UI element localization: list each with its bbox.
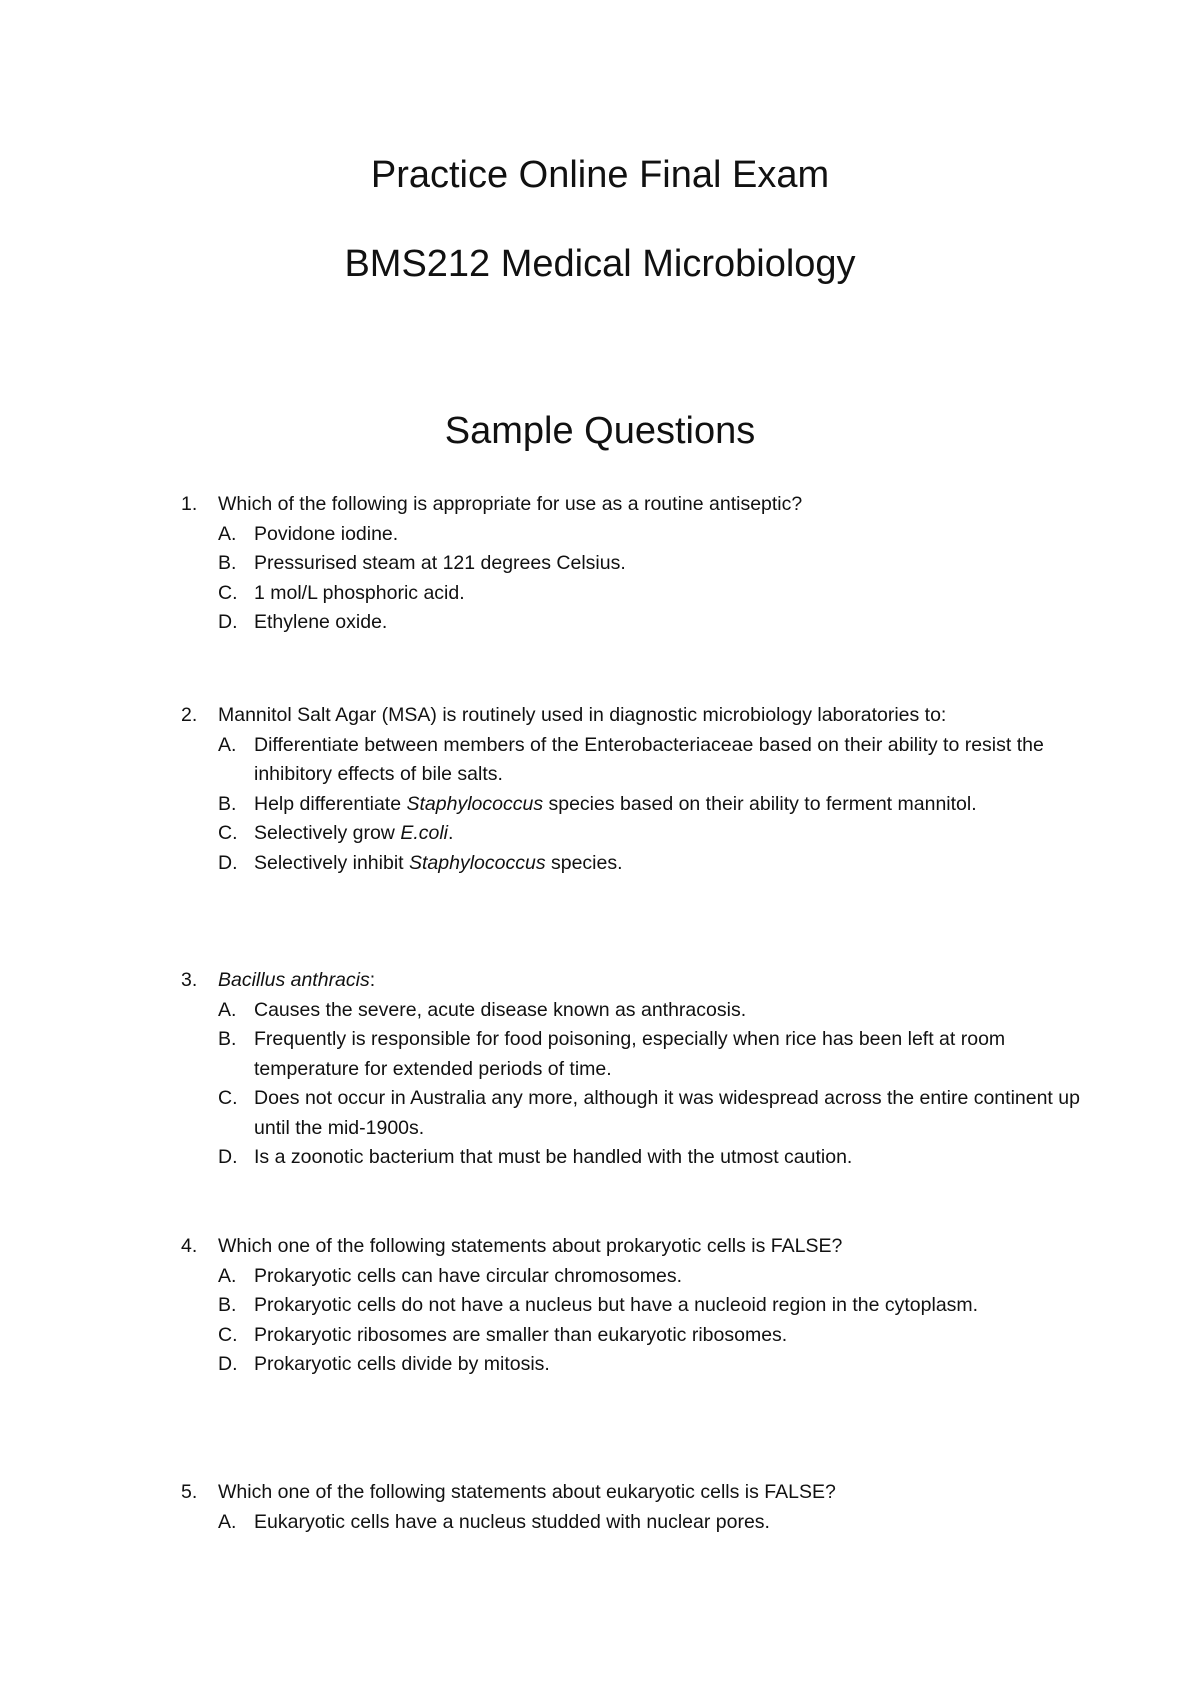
option-label: A. — [218, 998, 237, 1021]
option-text: Povidone iodine. — [254, 522, 399, 545]
answer-option-b — [181, 1025, 1081, 1084]
option-text: Prokaryotic cells do not have a nucleus but have a nucleoid region in the cytoplasm. — [254, 1294, 979, 1316]
answer-options — [181, 520, 1081, 638]
answer-options — [181, 731, 1081, 879]
answer-option-c — [181, 1321, 1081, 1351]
answer-option-a — [181, 1508, 1081, 1538]
option-text: Ethylene oxide. — [254, 611, 388, 633]
question-text: Mannitol Salt Agar (MSA) is routinely used in diagnostic microbiology laboratories to: — [218, 704, 947, 726]
option-text-italic: Staphylococcus — [406, 792, 544, 815]
question-2 — [181, 701, 1081, 878]
question-stem — [181, 1232, 1081, 1262]
question-number: 5. — [181, 1481, 198, 1503]
question-text-post: : — [369, 969, 376, 991]
answer-option-d — [181, 1143, 1081, 1173]
question-stem — [181, 966, 1081, 996]
option-text: Is a zoonotic bacterium that must be handled with the utmost caution. — [254, 1146, 853, 1168]
option-label: A. — [218, 1264, 237, 1287]
option-label: B. — [218, 1294, 237, 1316]
answer-option-a — [181, 731, 1081, 790]
answer-option-a — [181, 996, 1081, 1026]
answer-option-a — [181, 1262, 1081, 1292]
answer-options — [181, 1262, 1081, 1380]
option-text: Differentiate between members of the Enterobacteriaceae based on their ability to resist the inhibitory effects of bile salts. — [254, 733, 1044, 785]
option-label: B. — [218, 792, 237, 815]
course-subtitle: BMS212 Medical Microbiology — [344, 243, 856, 285]
option-text: Prokaryotic ribosomes are smaller than eukaryotic ribosomes. — [254, 1323, 788, 1346]
option-text-post: . — [448, 822, 454, 844]
option-label: C. — [218, 1323, 238, 1346]
question-3 — [181, 966, 1081, 1173]
option-text-post: species based on their ability to ferment mannitol. — [543, 792, 977, 815]
question-text: Which one of the following statements about eukaryotic cells is FALSE? — [218, 1481, 836, 1503]
option-text: 1 mol/L phosphoric acid. — [254, 581, 465, 604]
answer-options — [181, 996, 1081, 1173]
question-5 — [181, 1478, 1081, 1537]
answer-option-c — [181, 579, 1081, 609]
option-text-italic: E.coli — [400, 822, 448, 844]
question-text-italic: Bacillus anthracis — [218, 969, 370, 991]
question-1 — [181, 490, 1081, 638]
question-number: 2. — [181, 704, 198, 726]
answer-option-d — [181, 849, 1081, 879]
option-text: Frequently is responsible for food poisoning, especially when rice has been left at room temperature for extended periods of time. — [254, 1028, 1006, 1080]
answer-option-c — [181, 1084, 1081, 1143]
option-text: Pressurised steam at 121 degrees Celsius. — [254, 552, 626, 574]
option-label: D. — [218, 611, 238, 633]
answer-option-b — [181, 1291, 1081, 1321]
option-text: Eukaryotic cells have a nucleus studded with nuclear pores. — [254, 1510, 770, 1533]
option-label: D. — [218, 851, 238, 874]
option-text-pre: Selectively inhibit — [254, 851, 409, 874]
question-number: 1. — [181, 493, 198, 515]
option-label: C. — [218, 822, 238, 844]
question-text: Which one of the following statements about prokaryotic cells is FALSE? — [218, 1235, 843, 1257]
question-stem — [181, 1478, 1081, 1508]
question-stem — [181, 701, 1081, 731]
answer-option-b — [181, 790, 1081, 820]
document-title: Practice Online Final Exam — [370, 154, 830, 196]
option-label: B. — [218, 1028, 237, 1050]
question-stem — [181, 490, 1081, 520]
option-label: A. — [218, 522, 237, 545]
answer-option-d — [181, 608, 1081, 638]
option-text: Prokaryotic cells divide by mitosis. — [254, 1353, 550, 1375]
option-label: D. — [218, 1353, 238, 1375]
option-text-italic: Staphylococcus — [409, 851, 546, 874]
section-heading: Sample Questions — [444, 410, 756, 452]
question-text: Which of the following is appropriate for use as a routine antiseptic? — [218, 493, 803, 515]
option-text: Causes the severe, acute disease known as anthracosis. — [254, 998, 747, 1021]
question-number: 4. — [181, 1235, 198, 1257]
option-text: Prokaryotic cells can have circular chromosomes. — [254, 1264, 683, 1287]
option-text: Does not occur in Australia any more, although it was widespread across the entire continent up until the mid-1900s. — [254, 1087, 1080, 1139]
answer-option-a — [181, 520, 1081, 550]
answer-option-d — [181, 1350, 1081, 1380]
option-label: A. — [218, 1510, 237, 1533]
option-label: D. — [218, 1146, 238, 1168]
answer-options — [181, 1508, 1081, 1538]
answer-option-c — [181, 819, 1081, 849]
option-label: A. — [218, 733, 237, 756]
option-text-pre: Help differentiate — [254, 792, 407, 815]
option-label: C. — [218, 1087, 238, 1109]
question-number: 3. — [181, 969, 198, 991]
answer-option-b — [181, 549, 1081, 579]
option-label: B. — [218, 552, 237, 574]
option-label: C. — [218, 581, 238, 604]
question-4 — [181, 1232, 1081, 1380]
option-text-post: species. — [545, 851, 623, 874]
option-text-pre: Selectively grow — [254, 822, 401, 844]
